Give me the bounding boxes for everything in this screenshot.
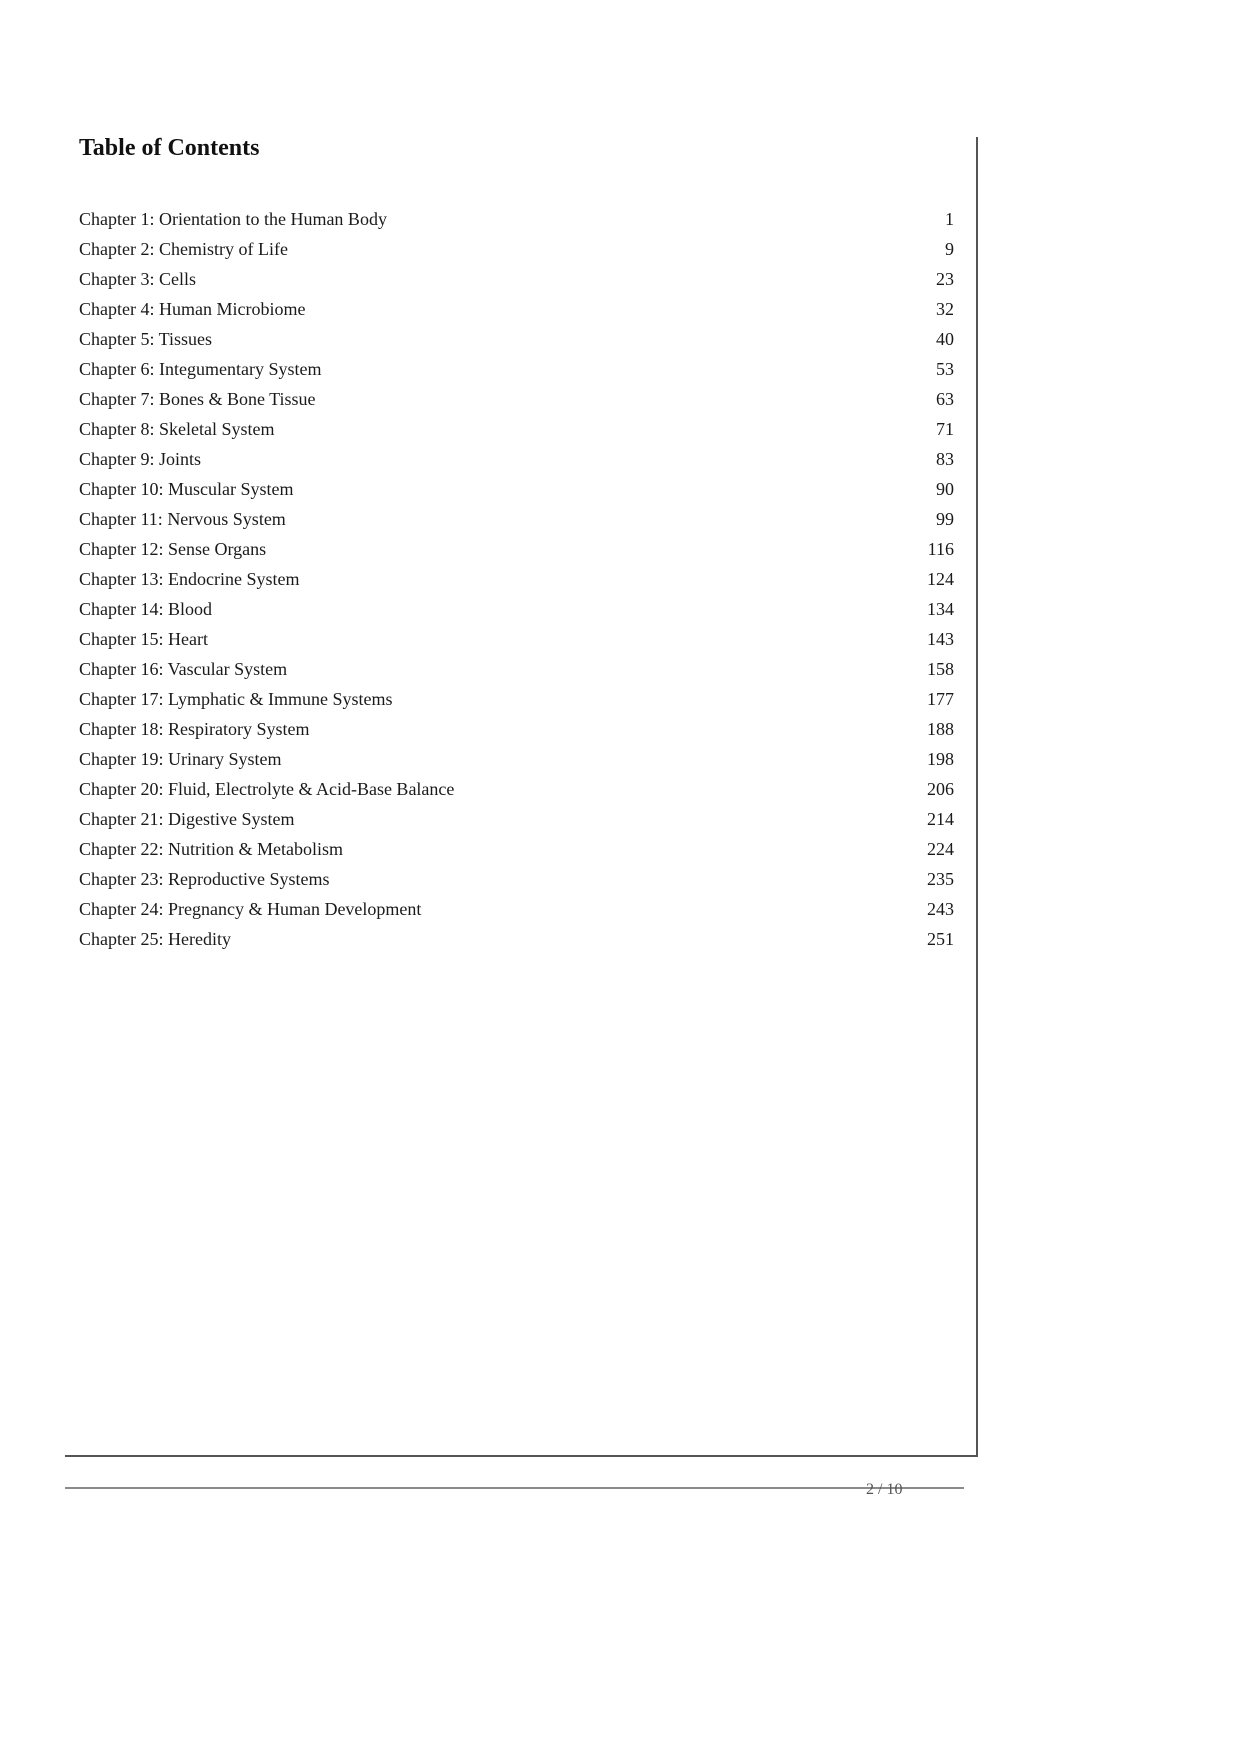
toc-entry-title: Chapter 13: Endocrine System	[79, 569, 300, 589]
toc-entry-page-number: 177	[927, 689, 954, 709]
toc-entry-page-number: 198	[927, 749, 954, 769]
toc-entry-page-number: 235	[927, 869, 954, 889]
toc-entry[interactable]	[79, 534, 954, 564]
toc-entry-page-number: 158	[927, 659, 954, 679]
toc-entry-title: Chapter 9: Joints	[79, 449, 201, 469]
toc-entry[interactable]	[79, 654, 954, 684]
toc-entry-title: Chapter 22: Nutrition & Metabolism	[79, 839, 343, 859]
toc-entry[interactable]	[79, 714, 954, 744]
toc-entry-page-number: 243	[927, 899, 954, 919]
toc-entry-title: Chapter 2: Chemistry of Life	[79, 239, 288, 259]
toc-entry[interactable]	[79, 474, 954, 504]
toc-entry-title: Chapter 20: Fluid, Electrolyte & Acid-Base Balance	[79, 779, 455, 799]
toc-entry[interactable]	[79, 804, 954, 834]
toc-entry-title: Chapter 21: Digestive System	[79, 809, 295, 829]
toc-entry-title: Chapter 16: Vascular System	[79, 659, 288, 679]
toc-entry-page-number: 40	[936, 329, 954, 349]
toc-entry[interactable]	[79, 384, 954, 414]
toc-entry-page-number: 116	[927, 539, 954, 559]
toc-entry[interactable]	[79, 834, 954, 864]
toc-entry[interactable]	[79, 264, 954, 294]
toc-entry[interactable]	[79, 624, 954, 654]
toc-entry-title: Chapter 14: Blood	[79, 599, 212, 619]
toc-entry-page-number: 83	[936, 449, 954, 469]
toc-entry[interactable]	[79, 204, 954, 234]
toc-entry[interactable]	[79, 594, 954, 624]
toc-entry[interactable]	[79, 684, 954, 714]
toc-entry[interactable]	[79, 864, 954, 894]
toc-entry-title: Chapter 7: Bones & Bone Tissue	[79, 389, 316, 409]
footer-page-number-text: 2 / 10	[866, 1481, 903, 1498]
page-title: Table of Contents	[79, 135, 260, 161]
toc-entry[interactable]	[79, 744, 954, 774]
toc-entry[interactable]	[79, 894, 954, 924]
toc-entry-page-number: 23	[936, 269, 954, 289]
toc-entry[interactable]	[79, 414, 954, 444]
toc-entry-title: Chapter 15: Heart	[79, 629, 208, 649]
toc-entry[interactable]	[79, 354, 954, 384]
toc-entry-title: Chapter 23: Reproductive Systems	[79, 869, 330, 889]
toc-entry-title: Chapter 18: Respiratory System	[79, 719, 310, 739]
toc-entry-title: Chapter 3: Cells	[79, 269, 196, 289]
toc-entry-page-number: 206	[927, 779, 954, 799]
toc-entry-title: Chapter 10: Muscular System	[79, 479, 294, 499]
toc-entry-title: Chapter 6: Integumentary System	[79, 359, 322, 379]
toc-list	[79, 204, 954, 954]
toc-entry-title: Chapter 19: Urinary System	[79, 749, 282, 769]
toc-entry[interactable]	[79, 924, 954, 954]
toc-entry-title: Chapter 1: Orientation to the Human Body	[79, 209, 387, 229]
footer-divider	[65, 1487, 964, 1489]
toc-entry-page-number: 143	[927, 629, 954, 649]
toc-entry-page-number: 71	[936, 419, 954, 439]
toc-entry[interactable]	[79, 234, 954, 264]
toc-entry-page-number: 251	[927, 929, 954, 949]
toc-entry-page-number: 99	[936, 509, 954, 529]
toc-entry-title: Chapter 12: Sense Organs	[79, 539, 267, 559]
toc-entry-title: Chapter 24: Pregnancy & Human Development	[79, 899, 422, 919]
footer-page-number	[866, 1481, 926, 1500]
toc-entry-page-number: 32	[936, 299, 954, 319]
toc-entry-page-number: 188	[927, 719, 954, 739]
toc-entry[interactable]	[79, 444, 954, 474]
toc-entry-page-number: 9	[945, 239, 954, 259]
toc-entry[interactable]	[79, 774, 954, 804]
toc-entry-title: Chapter 17: Lymphatic & Immune Systems	[79, 689, 393, 709]
toc-entry[interactable]	[79, 504, 954, 534]
toc-entry-page-number: 214	[927, 809, 954, 829]
toc-entry-page-number: 63	[936, 389, 954, 409]
toc-entry-title: Chapter 25: Heredity	[79, 929, 231, 949]
toc-entry[interactable]	[79, 564, 954, 594]
toc-entry[interactable]	[79, 294, 954, 324]
toc-entry-page-number: 134	[927, 599, 954, 619]
toc-entry-title: Chapter 4: Human Microbiome	[79, 299, 306, 319]
toc-entry-page-number: 124	[927, 569, 954, 589]
toc-entry-page-number: 90	[936, 479, 954, 499]
toc-entry-title: Chapter 5: Tissues	[79, 329, 213, 349]
toc-entry-page-number: 1	[945, 209, 954, 229]
toc-entry-title: Chapter 8: Skeletal System	[79, 419, 275, 439]
toc-entry-page-number: 53	[936, 359, 954, 379]
toc-entry-title: Chapter 11: Nervous System	[79, 509, 286, 529]
toc-entry-page-number: 224	[927, 839, 954, 859]
toc-entry[interactable]	[79, 324, 954, 354]
